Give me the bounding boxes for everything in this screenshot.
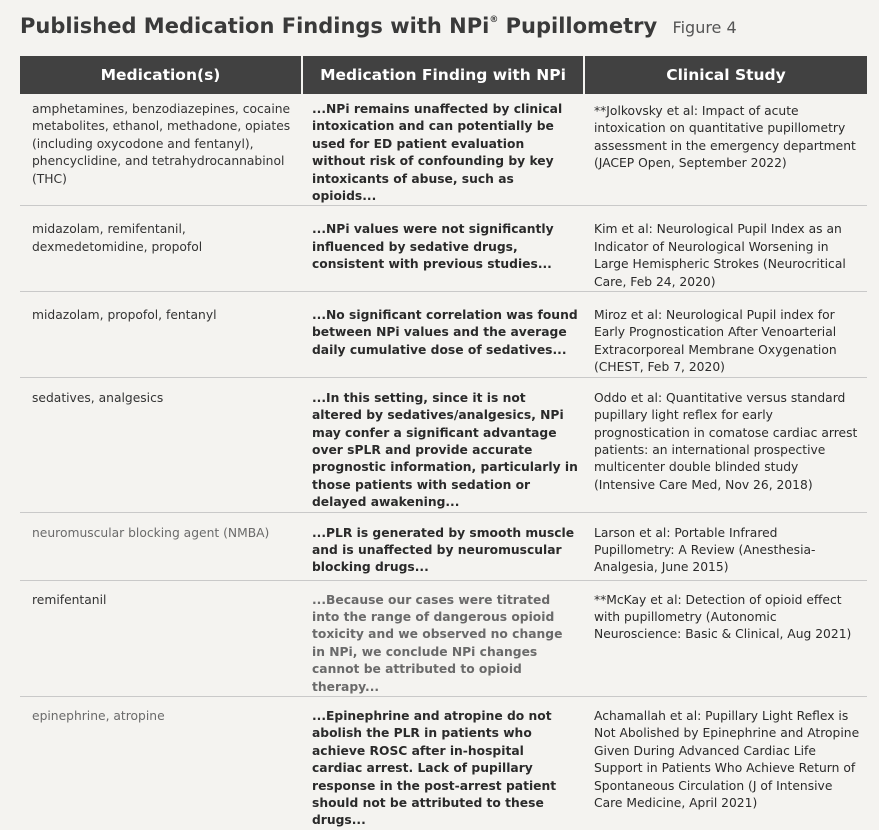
- study-cell: **Jolkovsky et al: Impact of acute intoxication on quantitative pupillometry assessment in the emergency department (JACEP Open, September 2022): [584, 94, 867, 206]
- study-cell: Achamallah et al: Pupillary Light Reflex is Not Abolished by Epinephrine and Atropine Given During Advanced Cardiac Life Support in Patients Who Achieve Return of Spontaneous Circulation (J of Intensive Care Medicine, April 2021): [594, 708, 860, 810]
- table-row: [20, 580, 867, 696]
- study-cell: Miroz et al: Neurological Pupil index for Early Prognostication After Venoarterial Extracorporeal Membrane Oxygenation (CHEST, Feb 7, 2020): [584, 292, 867, 378]
- finding-cell: ...NPi values were not significantly influenced by sedative drugs, consistent with previous studies...: [302, 206, 584, 292]
- medications-cell: midazolam, propofol, fentanyl: [20, 292, 302, 378]
- medications-cell: sedatives, analgesics: [20, 377, 302, 512]
- title-text: Published Medication Findings with NPi: [20, 14, 490, 38]
- table-row: [20, 94, 867, 206]
- study-cell: Kim et al: Neurological Pupil Index as an Indicator of Neurological Worsening in Large Hemispheric Strokes (Neurocritical Care, Feb 24, 2020): [584, 206, 867, 292]
- table-row: [20, 206, 867, 292]
- column-header-study: Clinical Study: [584, 56, 867, 94]
- table-row: [20, 512, 867, 580]
- finding-cell: ...Epinephrine and atropine do not abolish the PLR in patients who achieve ROSC after in-hospital cardiac arrest. Lack of pupillary response in the post-arrest patient should not be attributed to these drugs...: [312, 708, 557, 828]
- study-cell: Larson et al: Portable Infrared Pupillometry: A Review (Anesthesia-Analgesia, June 2015): [584, 512, 867, 580]
- table-row: [20, 292, 867, 378]
- finding-cell: ...Because our cases were titrated into the range of dangerous opioid toxicity and we observed no change in NPi, we conclude NPi changes cannot be attributed to opioid therapy...: [302, 580, 584, 696]
- medication-findings-table: [20, 56, 867, 830]
- medications-cell: amphetamines, benzodiazepines, cocaine metabolites, ethanol, methadone, opiates (including oxycodone and fentanyl), phencyclidine, and tetrahydrocannabinol (THC): [20, 94, 302, 206]
- finding-cell: ...No significant correlation was found between NPi values and the average daily cumulative dose of sedatives...: [302, 292, 584, 378]
- finding-cell: ...PLR is generated by smooth muscle and is unaffected by neuromuscular blocking drugs...: [302, 512, 584, 580]
- study-cell: **McKay et al: Detection of opioid effect with pupillometry (Autonomic Neuroscience: Basic & Clinical, Aug 2021): [584, 580, 867, 696]
- registered-mark: ®: [489, 15, 499, 25]
- table-row: [20, 696, 867, 829]
- medications-cell: neuromuscular blocking agent (NMBA): [20, 512, 302, 580]
- medications-cell: remifentanil: [20, 580, 302, 696]
- finding-cell: ...In this setting, since it is not altered by sedatives/analgesics, NPi may confer a significant advantage over sPLR and provide accurate prognostic information, particularly in those patients with sedation or delayed awakening...: [302, 377, 584, 512]
- column-header-medications: Medication(s): [20, 56, 302, 94]
- medications-cell: midazolam, remifentanil, dexmedetomidine, propofol: [20, 206, 302, 292]
- title-suffix: Pupillometry: [505, 14, 658, 38]
- finding-cell: ...NPi remains unaffected by clinical intoxication and can potentially be used for ED patient evaluation without risk of confounding by key intoxicants of abuse, such as opioids...: [302, 94, 584, 206]
- page-title: [20, 14, 737, 38]
- medications-cell: epinephrine, atropine: [32, 708, 165, 723]
- table-header-row: [20, 56, 867, 94]
- figure-label: Figure 4: [672, 18, 737, 37]
- study-cell: Oddo et al: Quantitative versus standard pupillary light reflex for early prognostication in comatose cardiac arrest patients: an international prospective multicenter double blinded study (Intensive Care Med, Nov 26, 2018): [584, 377, 867, 512]
- column-header-finding: Medication Finding with NPi: [302, 56, 584, 94]
- table-row: [20, 377, 867, 512]
